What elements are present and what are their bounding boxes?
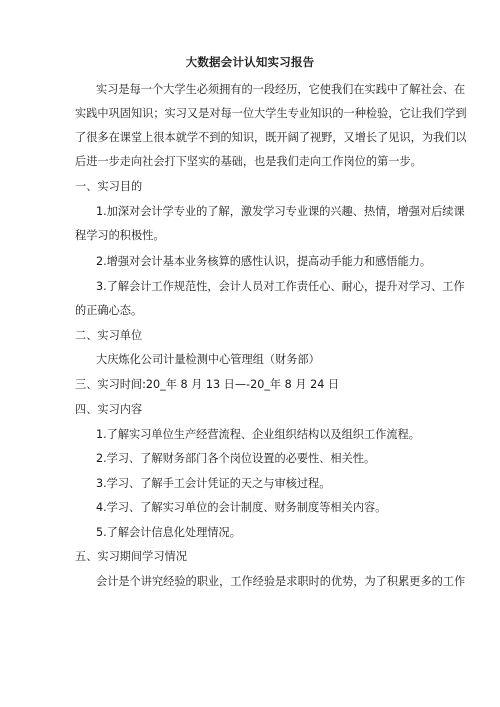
purpose-item-3-line-2: 的正确心态。 xyxy=(75,304,143,317)
purpose-item-1-line-1: 1.加深对会计学专业的了解，激发学习专业课的兴趣、热情，增强对后续课 xyxy=(96,205,465,218)
unit-name: 大庆炼化公司计量检测中心管理组（财务部） xyxy=(96,353,320,366)
section-heading-content: 四、实习内容 xyxy=(75,403,143,416)
purpose-item-2: 2.增强对会计基本业务核算的感性认识，提高动手能力和感悟能力。 xyxy=(96,255,432,268)
section-heading-study: 五、实习期间学习情况 xyxy=(75,550,187,563)
content-item-2: 2.学习、了解财务部门各个岗位设置的必要性、相关性。 xyxy=(96,452,376,465)
content-item-5: 5.了解会计信息化处理情况。 xyxy=(96,526,241,539)
intro-line-4: 后进一步走向社会打下坚实的基础，也是我们走向工作岗位的第一步。 xyxy=(75,155,422,168)
section-heading-unit: 二、实习单位 xyxy=(75,329,143,342)
section-heading-time: 三、实习时间:20_年 8 月 13 日—-20_年 8 月 24 日 xyxy=(75,378,340,391)
intro-line-1: 实习是每一个大学生必须拥有的一段经历，它使我们在实践中了解社会、在 xyxy=(96,83,466,96)
content-item-3: 3.学习、了解手工会计凭证的天之与审核过程。 xyxy=(96,477,331,490)
content-item-4: 4.学习、了解实习单位的会计制度、财务制度等相关内容。 xyxy=(96,501,387,514)
content-item-1: 1.了解实习单位生产经营流程、企业组织结构以及组织工作流程。 xyxy=(96,428,420,441)
purpose-item-3-line-1: 3.了解会计工作规范性，会计人员对工作责任心、耐心，提升对学习、工作 xyxy=(96,280,465,293)
purpose-item-1-line-2: 程学习的积极性。 xyxy=(75,229,165,242)
intro-line-2: 实践中巩固知识；实习又是对每一位大学生专业知识的一种检验，它让我们学到 xyxy=(75,107,467,120)
study-line-1: 会计是个讲究经验的职业，工作经验是求职时的优势，为了积累更多的工作 xyxy=(96,575,466,588)
document-title: 大数据会计认知实习报告 xyxy=(185,55,315,69)
section-heading-purpose: 一、实习目的 xyxy=(75,180,143,193)
intro-line-3: 了很多在课堂上很本就学不到的知识，既开阔了视野，又增长了见识，为我们以 xyxy=(75,131,467,144)
